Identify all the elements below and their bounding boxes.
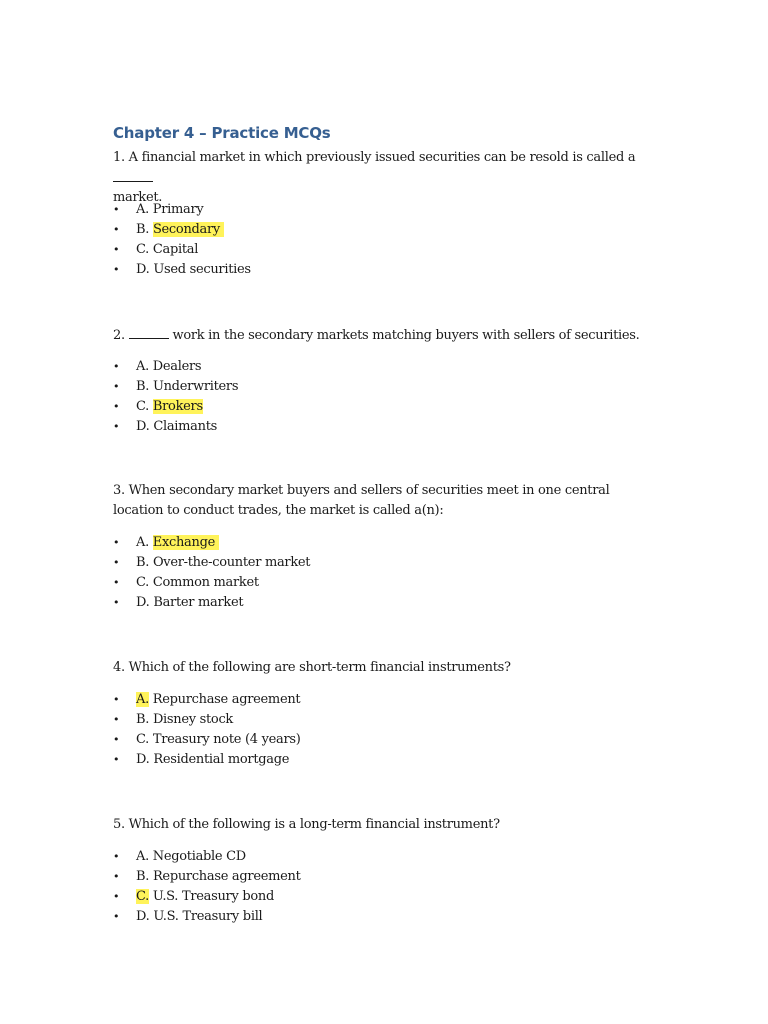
option-c xyxy=(113,730,301,750)
option-c xyxy=(113,240,251,260)
question-5-options xyxy=(113,847,301,927)
question-number: 4. xyxy=(113,660,125,675)
option-d xyxy=(113,750,301,770)
bullet-icon: • xyxy=(113,536,120,549)
bullet-icon: • xyxy=(113,713,120,726)
option-a xyxy=(113,533,310,553)
option-letter: C. xyxy=(136,399,150,414)
option-letter: C. xyxy=(136,575,150,590)
option-a xyxy=(113,200,251,220)
option-text: Disney stock xyxy=(152,712,234,727)
bullet-icon: • xyxy=(113,400,120,413)
question-text: work in the secondary markets matching buyers with sellers of securities. xyxy=(172,328,640,343)
question-2-options xyxy=(113,357,238,437)
question-number: 3. xyxy=(113,483,125,498)
option-d xyxy=(113,417,238,437)
option-letter: B. xyxy=(136,555,150,570)
option-text: Secondary xyxy=(152,222,220,237)
question-text: A financial market in which previously issued securities can be resold is called a xyxy=(128,150,636,165)
option-d xyxy=(113,260,251,280)
bullet-icon: • xyxy=(113,360,120,373)
option-letter: B. xyxy=(136,869,150,884)
option-letter: D. xyxy=(136,595,150,610)
option-c xyxy=(113,397,238,417)
option-b xyxy=(113,710,301,730)
option-text: Residential mortgage xyxy=(153,752,290,767)
option-letter: A. xyxy=(136,202,149,217)
question-5-text xyxy=(113,815,653,835)
question-text-continued: market. xyxy=(113,190,163,205)
bullet-icon: • xyxy=(113,753,120,766)
option-letter: B. xyxy=(136,712,150,727)
option-b xyxy=(113,553,310,573)
option-text: U.S. Treasury bond xyxy=(152,889,274,904)
option-letter: D. xyxy=(136,262,150,277)
option-text: Exchange xyxy=(152,535,215,550)
option-text: Underwriters xyxy=(152,379,239,394)
question-text: Which of the following are short-term financial instruments? xyxy=(128,660,511,675)
bullet-icon: • xyxy=(113,223,120,236)
question-4-options xyxy=(113,690,301,770)
option-letter: A. xyxy=(136,535,149,550)
option-a xyxy=(113,847,301,867)
option-letter: A. xyxy=(136,849,149,864)
bullet-icon: • xyxy=(113,890,120,903)
option-letter: C. xyxy=(136,732,150,747)
option-text: Over-the-counter market xyxy=(152,555,311,570)
option-letter: A. xyxy=(136,359,149,374)
answer-blank xyxy=(129,325,169,339)
question-2-text xyxy=(113,325,653,346)
option-c xyxy=(113,573,310,593)
option-c xyxy=(113,887,301,907)
bullet-icon: • xyxy=(113,556,120,569)
option-letter: C. xyxy=(136,242,150,257)
option-b xyxy=(113,867,301,887)
bullet-icon: • xyxy=(113,596,120,609)
bullet-icon: • xyxy=(113,910,120,923)
option-letter: D. xyxy=(136,909,150,924)
correct-answer-highlight xyxy=(153,535,219,550)
question-text: Which of the following is a long-term financial instrument? xyxy=(128,817,500,832)
bullet-icon: • xyxy=(113,380,120,393)
question-3-options xyxy=(113,533,310,613)
option-text: Primary xyxy=(152,202,204,217)
bullet-icon: • xyxy=(113,850,120,863)
correct-answer-highlight xyxy=(136,692,149,707)
bullet-icon: • xyxy=(113,733,120,746)
option-text: Barter market xyxy=(153,595,244,610)
option-text: Negotiable CD xyxy=(152,849,246,864)
bullet-icon: • xyxy=(113,243,120,256)
option-text: U.S. Treasury bill xyxy=(153,909,263,924)
option-letter: A. xyxy=(136,692,149,707)
question-1-text xyxy=(113,148,653,208)
question-4-text xyxy=(113,658,653,678)
question-number: 5. xyxy=(113,817,125,832)
option-text: Brokers xyxy=(152,399,203,414)
option-text: Capital xyxy=(152,242,199,257)
option-b xyxy=(113,220,251,240)
correct-answer-highlight xyxy=(153,222,224,237)
bullet-icon: • xyxy=(113,693,120,706)
option-text: Repurchase agreement xyxy=(152,869,301,884)
option-letter: B. xyxy=(136,379,150,394)
option-letter: C. xyxy=(136,889,150,904)
option-d xyxy=(113,907,301,927)
option-text: Repurchase agreement xyxy=(152,692,301,707)
correct-answer-highlight xyxy=(136,889,149,904)
answer-blank xyxy=(113,168,153,182)
bullet-icon: • xyxy=(113,203,120,216)
bullet-icon: • xyxy=(113,870,120,883)
option-text: Dealers xyxy=(152,359,202,374)
option-text: Claimants xyxy=(153,419,218,434)
option-letter: D. xyxy=(136,752,150,767)
bullet-icon: • xyxy=(113,576,120,589)
question-3-text xyxy=(113,481,653,520)
option-text: Used securities xyxy=(153,262,251,277)
option-letter: B. xyxy=(136,222,150,237)
option-text: Common market xyxy=(152,575,259,590)
question-number: 2. xyxy=(113,328,125,343)
question-number: 1. xyxy=(113,150,125,165)
bullet-icon: • xyxy=(113,263,120,276)
option-letter: D. xyxy=(136,419,150,434)
option-text: Treasury note (4 years) xyxy=(152,732,301,747)
option-a xyxy=(113,690,301,710)
option-a xyxy=(113,357,238,377)
question-1-options xyxy=(113,200,251,280)
question-text: When secondary market buyers and sellers of securities meet in one central location to conduct trades, the market is called a(n): xyxy=(113,483,610,518)
option-d xyxy=(113,593,310,613)
option-b xyxy=(113,377,238,397)
correct-answer-highlight xyxy=(153,399,203,414)
bullet-icon: • xyxy=(113,420,120,433)
page-title: Chapter 4 – Practice MCQs xyxy=(113,124,331,142)
